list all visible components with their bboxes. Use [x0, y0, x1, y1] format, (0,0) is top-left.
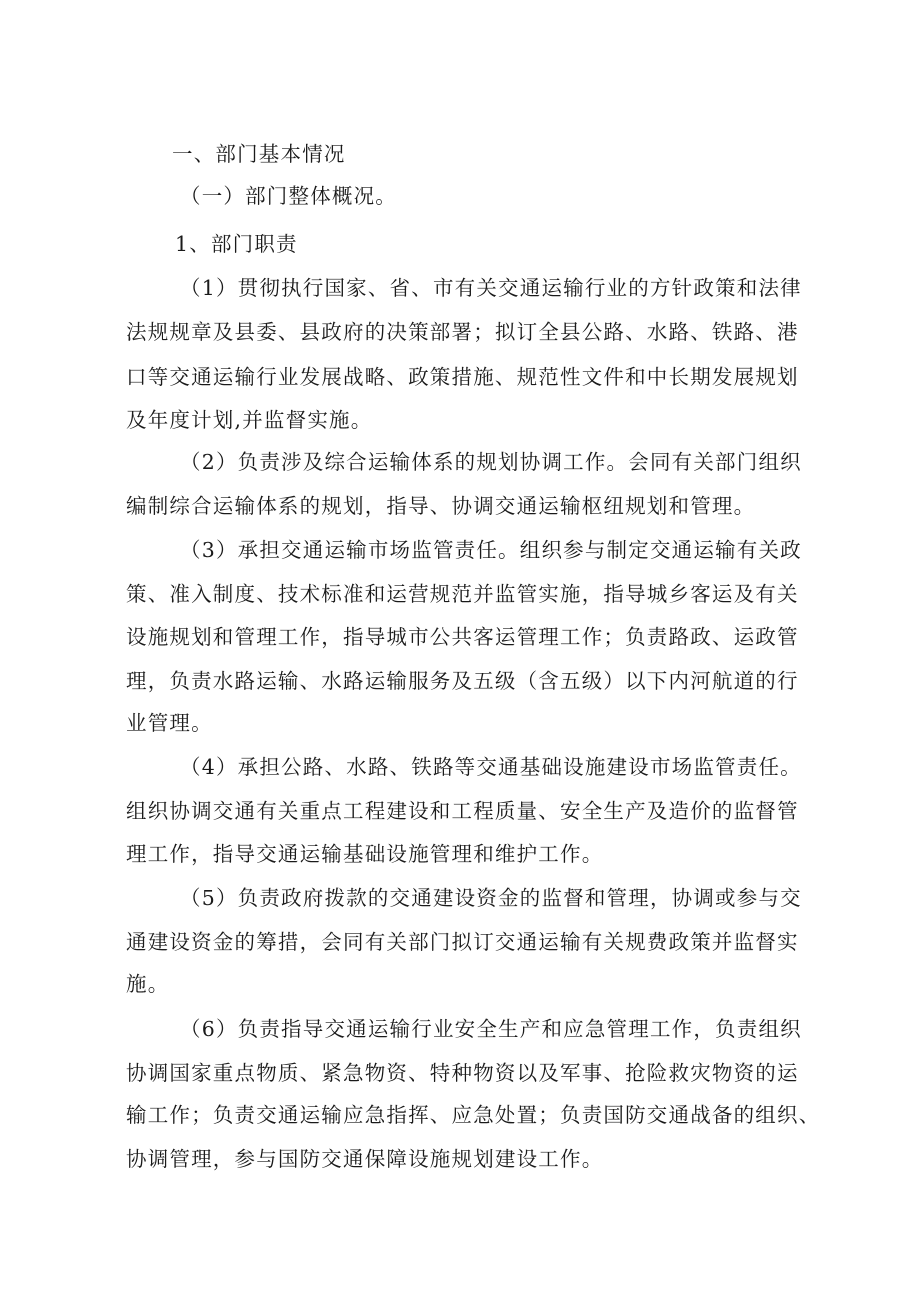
- paragraph-line: （1）贯彻执行国家、省、市有关交通运输行业的方针政策和法律: [180, 276, 802, 300]
- paragraph-line: 口等交通运输行业发展战略、政策措施、规范性文件和中长期发展规划: [126, 365, 799, 389]
- item-heading: 1、部门职责: [175, 232, 298, 256]
- paragraph-line: 组织协调交通有关重点工程建设和工程质量、安全生产及造价的监督管: [126, 799, 799, 823]
- paragraph-line: 及年度计划,并监督实施。: [126, 408, 373, 432]
- subsection-heading: （一）部门整体概况。: [180, 184, 397, 208]
- paragraph-line: （4）承担公路、水路、铁路等交通基础设施建设市场监管责任。: [180, 755, 802, 779]
- paragraph-line: 法规规章及县委、县政府的决策部署；拟订全县公路、水路、铁路、港: [126, 320, 799, 344]
- paragraph-line: （6）负责指导交通运输行业安全生产和应急管理工作，负责组织: [180, 1017, 802, 1041]
- paragraph-line: 输工作；负责交通运输应急指挥、应急处置；负责国防交通战备的组织、: [126, 1103, 821, 1127]
- paragraph-line: 施。: [126, 972, 170, 996]
- paragraph-line: （3）承担交通运输市场监管责任。组织参与制定交通运输有关政: [180, 538, 802, 562]
- paragraph-line: 理，负责水路运输、水路运输服务及五级（含五级）以下内河航道的行: [126, 669, 799, 693]
- paragraph-line: 协调国家重点物质、紧急物资、特种物资以及军事、抢险救灾物资的运: [126, 1061, 799, 1085]
- paragraph-line: （5）负责政府拨款的交通建设资金的监督和管理，协调或参与交: [180, 886, 802, 910]
- section-heading: 一、部门基本情况: [172, 142, 346, 166]
- paragraph-line: 业管理。: [126, 711, 213, 735]
- paragraph-line: 理工作，指导交通运输基础设施管理和维护工作。: [126, 842, 604, 866]
- paragraph-line: 通建设资金的筹措，会同有关部门拟订交通运输有关规费政策并监督实: [126, 930, 799, 954]
- paragraph-line: （2）负责涉及综合运输体系的规划协调工作。会同有关部门组织: [180, 450, 802, 474]
- paragraph-line: 策、准入制度、技术标准和运营规范并监管实施，指导城乡客运及有关: [126, 582, 799, 606]
- paragraph-line: 编制综合运输体系的规划，指导、协调交通运输枢纽规划和管理。: [126, 494, 756, 518]
- paragraph-line: 协调管理，参与国防交通保障设施规划建设工作。: [126, 1147, 604, 1171]
- paragraph-line: 设施规划和管理工作，指导城市公共客运管理工作；负责路政、运政管: [126, 625, 799, 649]
